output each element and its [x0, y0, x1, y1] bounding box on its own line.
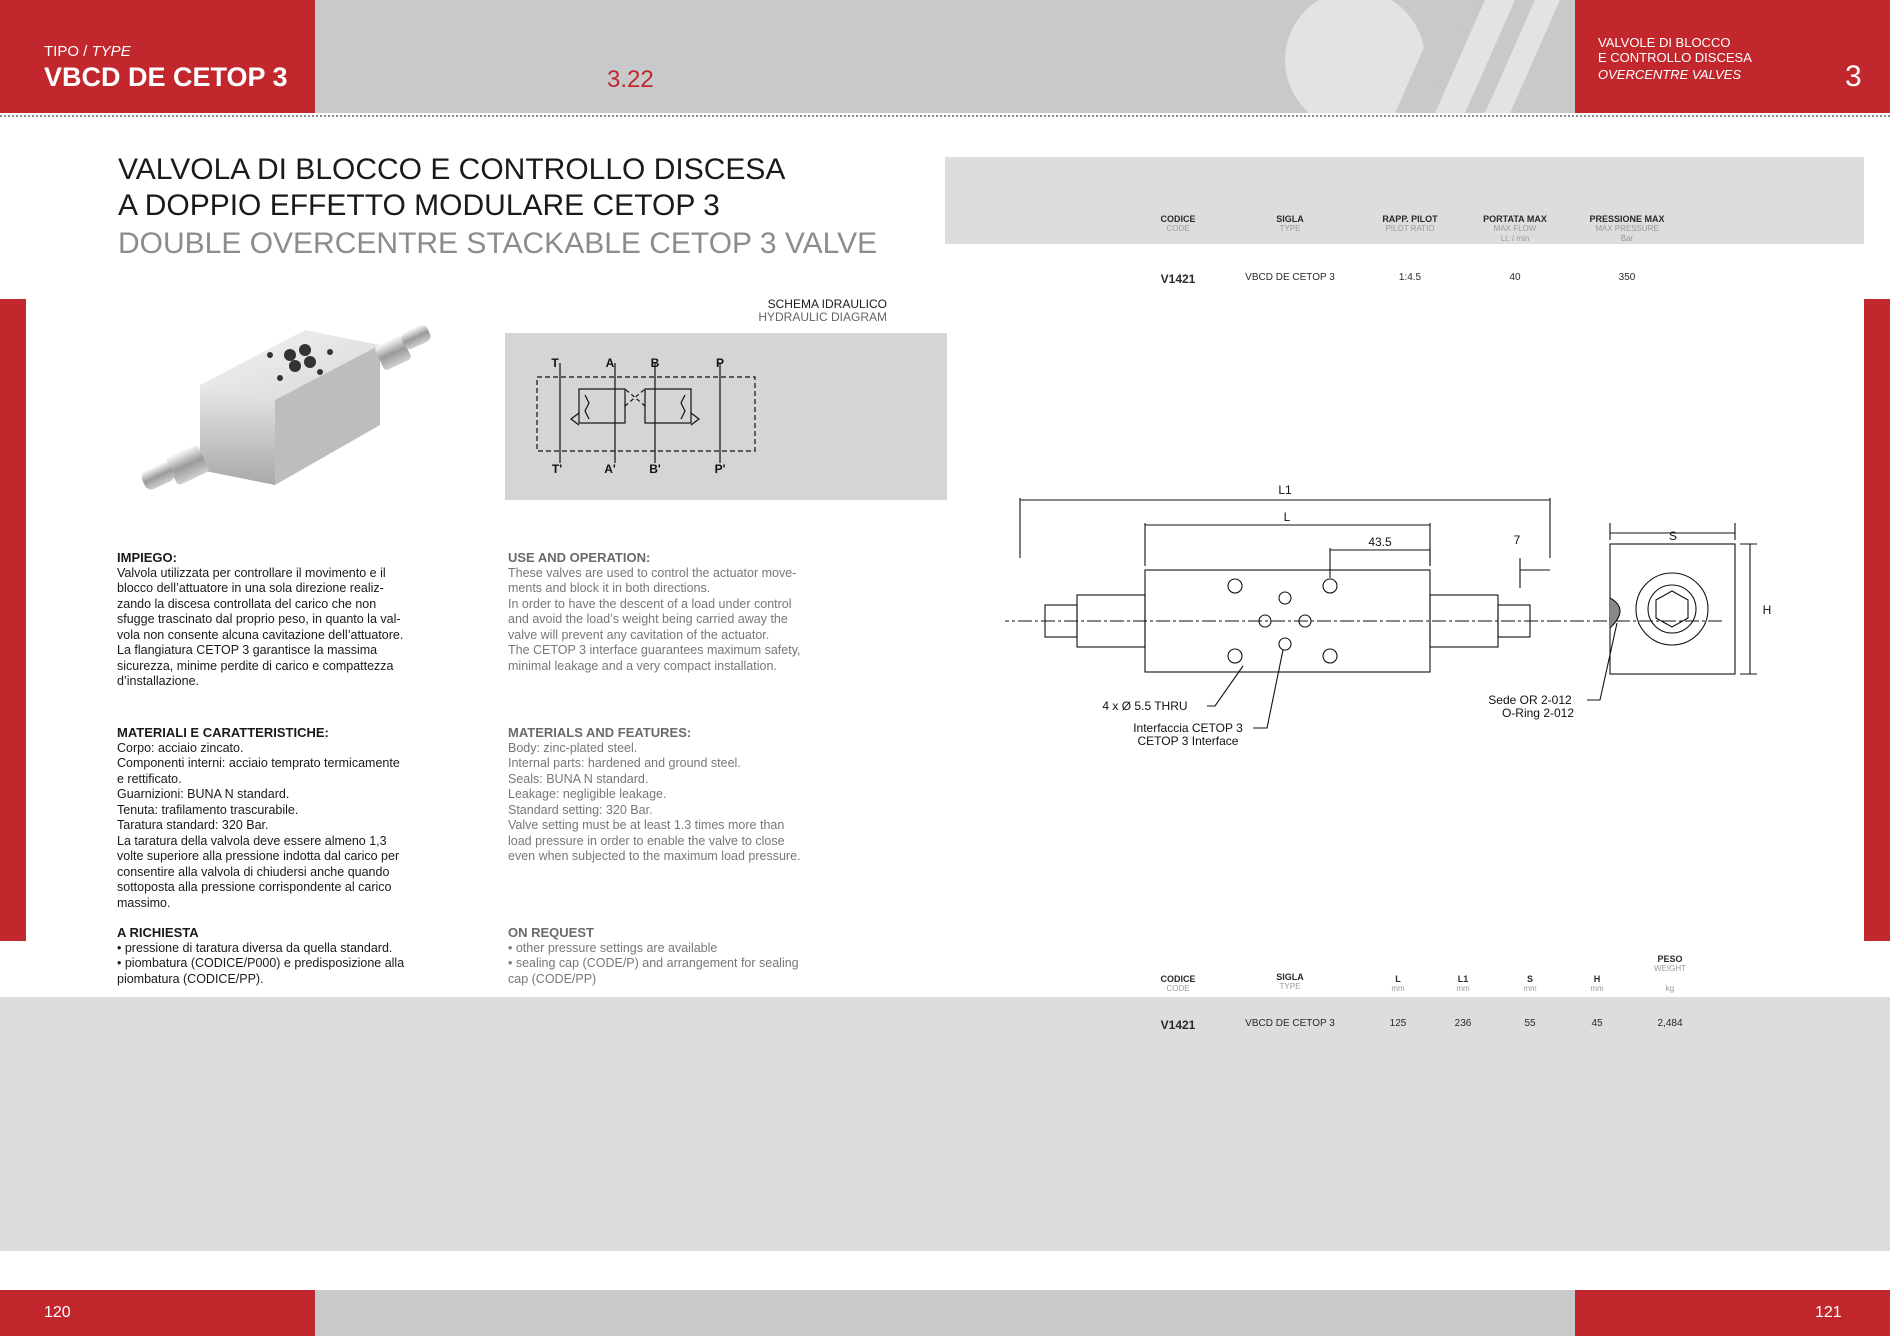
- dim-7: 7: [1513, 533, 1521, 547]
- footer-right: [1575, 1290, 1890, 1336]
- side-bar-right: [1864, 299, 1890, 941]
- port-a: A: [605, 356, 615, 370]
- interface-it-callout: Interfaccia CETOP 3: [1133, 721, 1243, 735]
- t2-header-type: SIGLA TYPE: [1276, 972, 1304, 991]
- section-use: USE AND OPERATION: These valves are used to control the actuator move- ments and block it in both directions. In order to have the descent of a load under control and avoid the load’s weight being carried away the valve will prevent any cavitation of the actuator. The CETOP 3 interface guarantees maximum safety, minimal leakage and a very compact installation.: [508, 550, 801, 673]
- t1-header-flow: PORTATA MAX MAX FLOW Lt. / min: [1483, 214, 1547, 243]
- section-materials: MATERIALS AND FEATURES: Body: zinc-plated steel. Internal parts: hardened and ground steel. Seals: BUNA N standard. Leakage: negligible leakage. Standard setting: 320 Bar. Valve setting must be at least 1.3 times more than load pressure in order to enable the valve to close even when subjected to the maximum load pressure.: [508, 725, 801, 863]
- seal-it-callout: Sede OR 2-012: [1488, 693, 1572, 707]
- interface-en-callout: CETOP 3 Interface: [1137, 734, 1239, 748]
- t2-header-l1: L1 mm: [1456, 974, 1470, 993]
- t2-h: 45: [1591, 1018, 1603, 1029]
- footer-band: [315, 1290, 1575, 1336]
- t1-header-pilot: RAPP. PILOT PILOT RATIO: [1382, 214, 1438, 233]
- header-divider: [0, 115, 1890, 117]
- port-p: P: [715, 356, 725, 370]
- dimension-drawing: [1005, 478, 1805, 758]
- t1-pressure: 350: [1618, 272, 1636, 283]
- valve-photo: [130, 300, 450, 540]
- t1-pilot: 1:4.5: [1398, 272, 1422, 283]
- port-t: T: [551, 356, 559, 370]
- t2-header-s: S mm: [1523, 974, 1537, 993]
- type-label: TIPO / TYPE: [44, 43, 131, 60]
- t1-type: VBCD DE CETOP 3: [1245, 272, 1335, 283]
- category-it: VALVOLE DI BLOCCO E CONTROLLO DISCESA: [1598, 35, 1752, 65]
- t2-weight: 2,484: [1657, 1018, 1683, 1029]
- port-p-prime: P': [714, 462, 726, 476]
- port-b: B: [650, 356, 660, 370]
- hydraulic-diagram: [505, 333, 947, 500]
- category-en: OVERCENTRE VALVES: [1598, 67, 1742, 82]
- t2-header-l: L mm: [1391, 974, 1405, 993]
- section-impiego: IMPIEGO: Valvola utilizzata per controllare il movimento e il blocco dell’attuatore in una sola direzione realiz- zando la discesa controllata del carico che non sfugge trascinato dal proprio peso, in quanto la val- vola non consente alcuna cavitazione dell’attuatore. La flangiatura CETOP 3 garantisce la massima sicurezza, minime perdite di carico e compattezza d’installazione.: [117, 550, 404, 688]
- port-b-prime: B': [649, 462, 661, 476]
- t1-code: V1421: [1160, 272, 1196, 286]
- dim-43-5: 43.5: [1368, 535, 1392, 549]
- side-bar-left: [0, 299, 26, 941]
- dim-l1: L1: [1278, 483, 1292, 497]
- header-stripes-graphic: [315, 0, 1575, 113]
- t2-l1: 236: [1454, 1018, 1472, 1029]
- dim-h: H: [1762, 603, 1772, 617]
- dim-l: L: [1283, 510, 1291, 524]
- page-number-right: 121: [1815, 1304, 1842, 1321]
- section-materiali: MATERIALI E CARATTERISTICHE: Corpo: acciaio zincato. Componenti interni: acciaio temprato termicamente e rettificato. Guarnizioni: BUNA N standard. Tenuta: trafilamento trascurabile. Taratura standard: 320 Bar. La taratura della valvola deve essere almeno 1,3 volte superiore alla pressione indotta dal carico per consentire alla valvola di chiudersi anche quando sottoposta alla pressione corrispondente al carico massimo.: [117, 725, 400, 910]
- page-title-it: VALVOLA DI BLOCCO E CONTROLLO DISCESA A DOPPIO EFFETTO MODULARE CETOP 3: [118, 153, 786, 222]
- seal-en-callout: O-Ring 2-012: [1501, 706, 1575, 720]
- t2-code: V1421: [1160, 1018, 1196, 1032]
- t2-header-weight: PESO WEIGHT kg: [1654, 954, 1686, 993]
- page-title-en: DOUBLE OVERCENTRE STACKABLE CETOP 3 VALVE: [118, 227, 878, 260]
- t1-header-pressure: PRESSIONE MAX MAX PRESSURE Bar: [1589, 214, 1665, 243]
- t1-header-type: SIGLA TYPE: [1276, 214, 1304, 233]
- section-richiesta: A RICHIESTA • pressione di taratura diversa da quella standard. • piombatura (CODICE/P000) e predisposizione alla piombatura (CODICE/PP).: [117, 925, 405, 986]
- chapter-number: 3: [1845, 60, 1862, 93]
- t2-s: 55: [1524, 1018, 1536, 1029]
- t2-type: VBCD DE CETOP 3: [1245, 1018, 1335, 1029]
- t2-l: 125: [1389, 1018, 1407, 1029]
- holes-callout: 4 x Ø 5.5 THRU: [1102, 699, 1188, 713]
- header-band: [315, 0, 1575, 113]
- section-request: ON REQUEST • other pressure settings are available • sealing cap (CODE/P) and arrangement for sealing cap (CODE/PP): [508, 925, 799, 986]
- port-a-prime: A': [604, 462, 616, 476]
- footer-left: [0, 1290, 315, 1336]
- hydraulic-diagram-label: SCHEMA IDRAULICO HYDRAULIC DIAGRAM: [758, 297, 887, 324]
- port-t-prime: T': [551, 462, 563, 476]
- t2-header-h: H mm: [1590, 974, 1604, 993]
- dim-s: S: [1668, 529, 1678, 543]
- t1-header-code: CODICE CODE: [1160, 214, 1196, 233]
- t2-header-code: CODICE CODE: [1160, 974, 1196, 993]
- valve-side-view: [1610, 544, 1735, 674]
- section-number: 3.22: [607, 66, 654, 93]
- model-name: VBCD DE CETOP 3: [44, 62, 288, 92]
- t1-flow: 40: [1509, 272, 1521, 283]
- page-number-left: 120: [44, 1304, 71, 1321]
- bottom-band: [0, 997, 1890, 1251]
